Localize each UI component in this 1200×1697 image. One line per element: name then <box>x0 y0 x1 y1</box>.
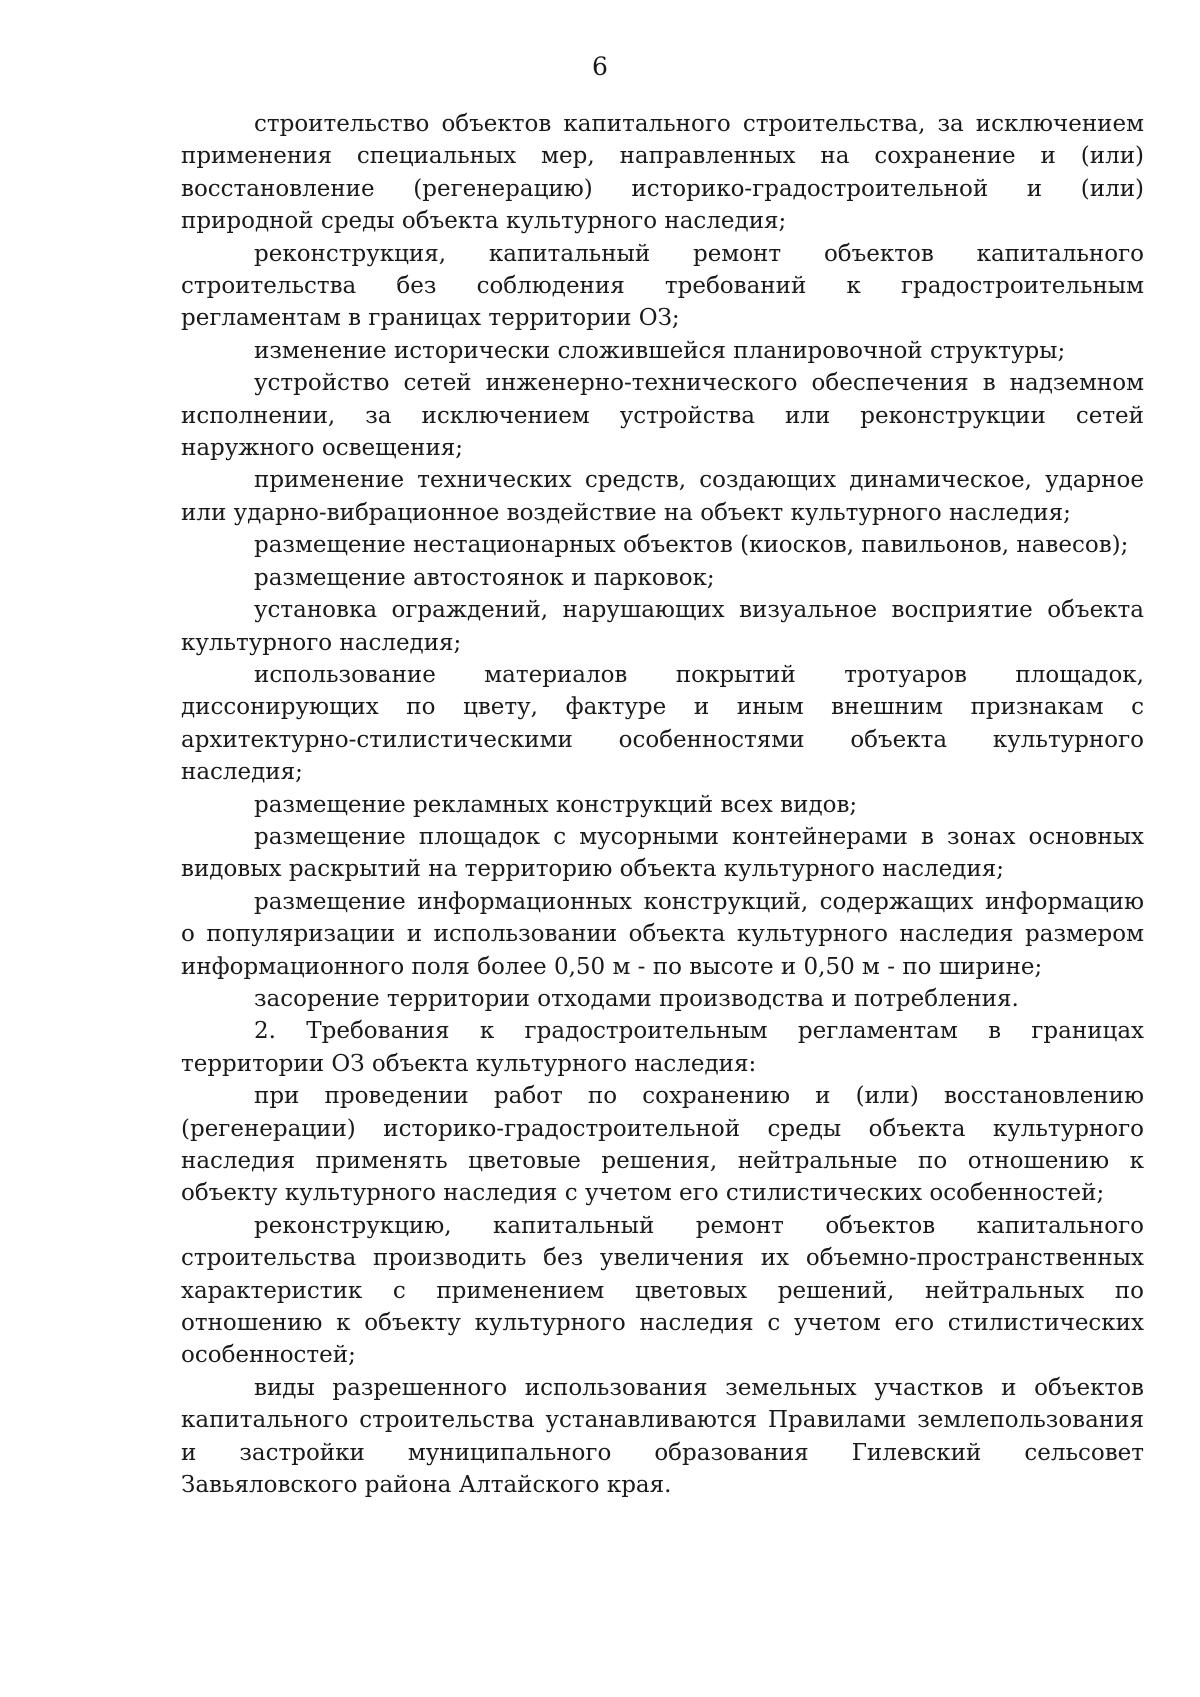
paragraph-10: размещение рекламных конструкций всех видов; <box>254 791 858 818</box>
page-number: 6 <box>592 52 608 81</box>
paragraph-7: размещение автостоянок и парковок; <box>254 564 715 591</box>
paragraph-1: строительство объектов капитального строительства, за исключением применения специальных мер, направленных на сохранение и (или) восстановление (регенерацию) историко-градостроительной и (или) природной среды объекта культурного наследия; <box>181 111 1144 235</box>
paragraph-11: размещение площадок с мусорными контейнерами в зонах основных видовых раскрытий на территорию объекта культурного наследия; <box>181 823 1144 883</box>
paragraph-4: устройство сетей инженерно-технического обеспечения в надземном исполнении, за исключением устройства или реконструкции сетей наружного освещения; <box>181 370 1144 462</box>
paragraph-3: изменение исторически сложившейся планировочной структуры; <box>254 337 1066 364</box>
paragraph-2: реконструкция, капитальный ремонт объектов капитального строительства без соблюдения требований к градостроительным регламентам в границах территории ОЗ; <box>181 240 1144 332</box>
document-body <box>181 108 1144 1501</box>
paragraph-15: при проведении работ по сохранению и (или) восстановлению (регенерации) историко-градостроительной среды объекта культурного наследия применять цветовые решения, нейтральные по отношению к объекту культурного наследия с учетом его стилистических особенностей; <box>181 1083 1144 1207</box>
paragraph-8: установка ограждений, нарушающих визуальное восприятие объекта культурного наследия; <box>181 597 1144 656</box>
paragraph-16: реконструкцию, капитальный ремонт объектов капитального строительства производить без увеличения их объемно-пространственных характеристик с применением цветовых решений, нейтральных по отношению к объекту культурного наследия с учетом его стилистических особенностей; <box>181 1212 1144 1369</box>
paragraph-6: размещение нестационарных объектов (киосков, павильонов, навесов); <box>254 532 1129 559</box>
paragraph-9: использование материалов покрытий тротуаров площадок, диссонирующих по цвету, фактуре и иным внешним признакам с архитектурно-стилистическими особенностями объекта культурного наследия; <box>181 661 1144 786</box>
section-heading-2: 2. Требования к градостроительным регламентам в границах территории ОЗ объекта культурного наследия: <box>181 1018 1144 1077</box>
paragraph-13: засорение территории отходами производства и потребления. <box>254 985 1019 1012</box>
paragraph-12: размещение информационных конструкций, содержащих информацию о популяризации и использовании объекта культурного наследия размером информационного поля более 0,50 м - по высоте и 0,50 м - по ширине; <box>181 888 1144 980</box>
paragraph-5: применение технических средств, создающих динамическое, ударное или ударно-вибрационное воздействие на объект культурного наследия; <box>181 467 1144 526</box>
paragraph-17: виды разрешенного использования земельных участков и объектов капитального строительства устанавливаются Правилами землепользования и застройки муниципального образования Гилевский сельсовет Завьяловского района Алтайского края. <box>181 1374 1144 1499</box>
